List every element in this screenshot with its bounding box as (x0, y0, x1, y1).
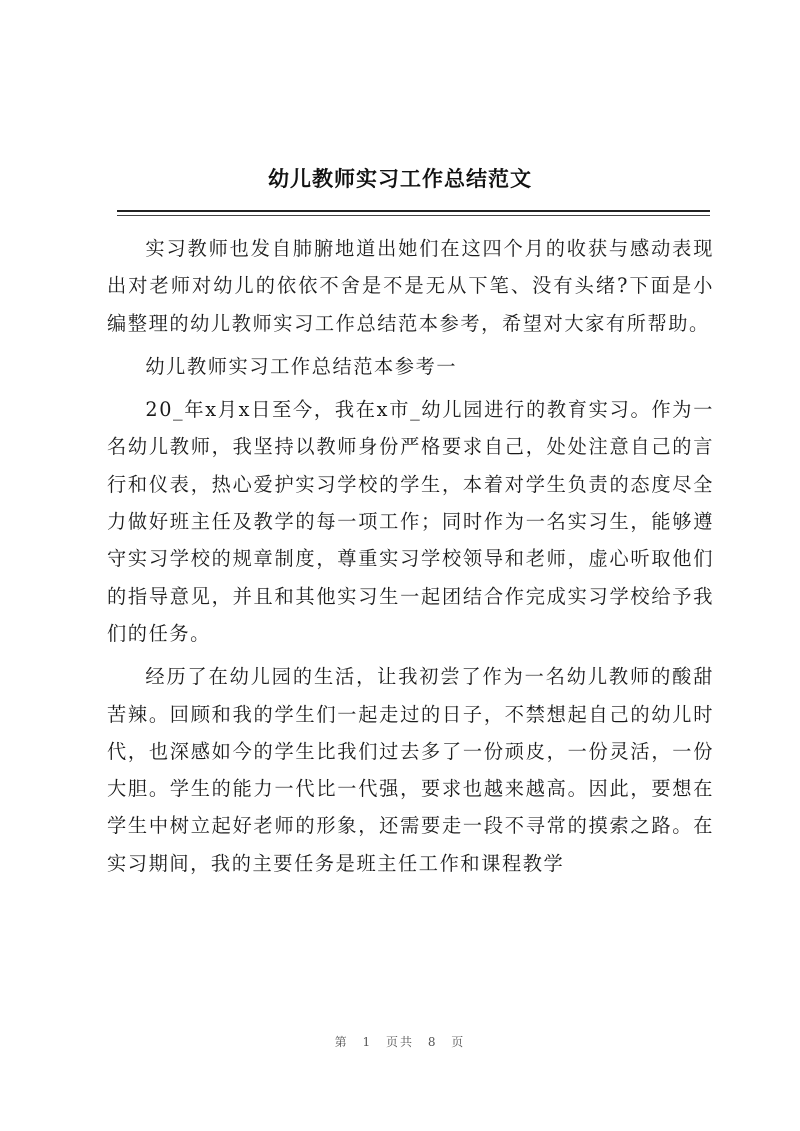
paragraph-subheading: 幼儿教师实习工作总结范本参考一 (145, 354, 458, 378)
document-title: 幼儿教师实习工作总结范文 (268, 166, 532, 191)
title-divider (117, 210, 710, 212)
document-body (107, 230, 714, 882)
footer-current-page: 1 (362, 1035, 373, 1049)
footer-middle: 页共 (385, 1035, 414, 1049)
paragraph-intro: 实习教师也发自肺腑地道出她们在这四个月的收获与感动表现出对老师对幼儿的依依不舍是不是无从下笔、没有头绪?下面是小编整理的幼儿教师实习工作总结范本参考，希望对大家有所帮助。 (107, 237, 714, 335)
footer-total-pages: 8 (427, 1035, 438, 1049)
footer-prefix: 第 (334, 1035, 349, 1049)
page-footer (0, 1033, 800, 1050)
paragraph-body-1: 20_年x月x日至今，我在x市_幼儿园进行的教育实习。作为一名幼儿教师，我坚持以教师身份严格要求自己，处处注意自己的言行和仪表，热心爱护实习学校的学生，本着对学生负责的态度尽全力做好班主任及教学的每一项工作；同时作为一名实习生，能够遵守实习学校的规章制度，尊重实习学校领导和老师，虚心听取他们的指导意见，并且和其他实习生一起团结合作完成实习学校给予我们的任务。 (107, 398, 714, 645)
paragraph-body-2: 经历了在幼儿园的生活，让我初尝了作为一名幼儿教师的酸甜苦辣。回顾和我的学生们一起走过的日子，不禁想起自己的幼儿时代，也深感如今的学生比我们过去多了一份顽皮，一份灵活，一份大胆。学生的能力一代比一代强，要求也越来越高。因此，要想在学生中树立起好老师的形象，还需要走一段不寻常的摸索之路。在实习期间，我的主要任务是班主任工作和课程教学 (107, 665, 714, 875)
title-divider-thin (117, 215, 710, 216)
footer-suffix: 页 (451, 1035, 466, 1049)
